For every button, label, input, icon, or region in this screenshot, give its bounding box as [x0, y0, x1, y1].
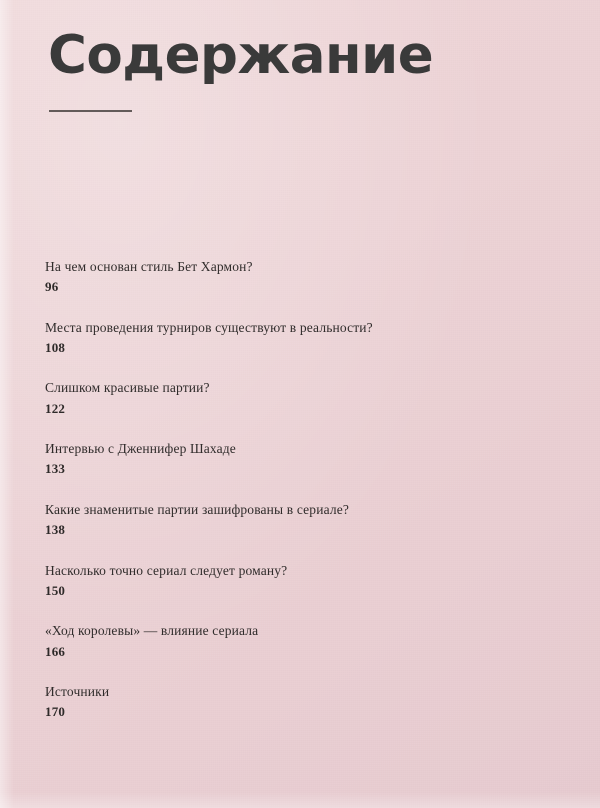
toc-entry[interactable] [45, 501, 525, 540]
toc-entry-title: Какие знаменитые партии зашифрованы в сериале? [45, 501, 350, 517]
toc-entry-page: 166 [45, 643, 66, 659]
page-bottom-edge-highlight [0, 792, 600, 808]
toc-entry-title: «Ход королевы» — влияние сериала [45, 623, 259, 639]
toc-entry-page: 96 [45, 279, 59, 295]
toc-entry[interactable] [45, 379, 525, 418]
toc-entry-title: Интервью с Дженнифер Шахаде [45, 441, 236, 457]
table-of-contents [45, 258, 525, 722]
page-left-edge-highlight [0, 0, 14, 808]
title-divider [49, 110, 132, 112]
toc-entry-page: 170 [45, 704, 66, 720]
toc-entry-page: 150 [45, 582, 66, 598]
toc-entry[interactable] [45, 622, 525, 661]
toc-entry-page: 138 [45, 522, 66, 538]
toc-entry-title: Источники [45, 684, 110, 700]
page-title: Содержание [48, 25, 434, 86]
toc-entry-page: 133 [45, 461, 66, 477]
toc-entry-page: 108 [45, 339, 66, 355]
toc-entry-title: Места проведения турниров существуют в реальности? [45, 319, 373, 335]
toc-entry[interactable] [45, 440, 525, 479]
toc-entry-title: Насколько точно сериал следует роману? [45, 562, 288, 578]
toc-entry-title: На чем основан стиль Бет Хармон? [45, 259, 253, 274]
toc-entry[interactable] [45, 562, 525, 601]
toc-entry[interactable] [45, 319, 525, 358]
toc-entry[interactable] [45, 258, 525, 297]
toc-entry-title: Слишком красивые партии? [45, 380, 210, 396]
toc-entry[interactable] [45, 683, 525, 722]
toc-entry-page: 122 [45, 400, 66, 416]
